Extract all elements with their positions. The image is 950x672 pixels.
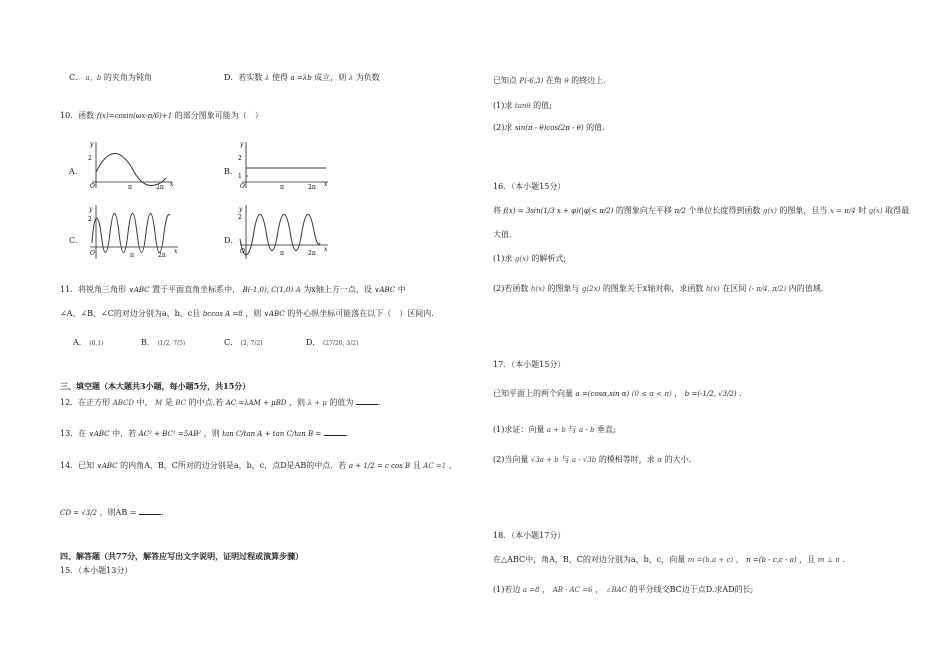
q12-d: 的中点.若	[188, 398, 224, 407]
q12-m: M	[155, 399, 163, 407]
q13-equation: AC² + BC² =5AB²	[138, 430, 202, 438]
q12-answer-blank[interactable]	[356, 404, 378, 405]
q11-point-a: A	[295, 286, 301, 294]
q11-text-c: 为x轴上方一点，设	[303, 285, 372, 294]
q9-option-d-mid: 使得	[271, 73, 288, 82]
graph-d-2pi: 2π	[308, 250, 316, 257]
q17-part1-b: 与	[568, 425, 577, 434]
q12-lambda-mu: λ + μ	[307, 399, 327, 407]
graph-c-x: x	[174, 248, 178, 255]
graph-b-label: B．	[224, 167, 238, 176]
q11-text-a: 11．将锐角三角形	[60, 285, 127, 294]
graph-c-pi: π	[130, 252, 134, 259]
q11-option-d-value: (27/20, 3/2)	[322, 340, 359, 347]
q9-option-c-vars: a，b	[85, 74, 102, 82]
graph-b-one: 1	[238, 173, 242, 180]
q11-text-b: 置于平面直角坐标系中，	[152, 285, 241, 294]
graph-a-y: y	[90, 141, 94, 148]
q17-part2-alpha: α	[657, 456, 663, 464]
q16-gx: g(x)	[868, 207, 883, 215]
q10-tail: 的部分图象可能为（ ）	[174, 111, 263, 120]
q13-a: 13．在	[60, 429, 87, 438]
graph-a-label: A．	[69, 167, 83, 176]
graph-b-x: x	[324, 181, 328, 188]
graph-b-two: 2	[238, 155, 242, 162]
q9-option-d-label: D．若实数	[224, 73, 263, 82]
q17-b: ，	[674, 389, 683, 398]
section-4-title: 四、解答题（共77分，解答应写出文字说明，证明过程或演算步骤）	[60, 551, 304, 561]
q11-points: B(-1,0), C(1,0)	[242, 286, 294, 294]
q15-point: P(-6,3)	[519, 77, 544, 85]
graph-c-2pi: 2π	[158, 252, 166, 259]
graph-b-pi: π	[280, 184, 284, 190]
q16-part2-e: 内的值域.	[788, 284, 824, 293]
q17-range: (0 ≤ α < π)	[631, 390, 672, 398]
q12-square: ABCD	[112, 399, 135, 407]
graph-a-2pi: 2π	[156, 184, 164, 190]
graph-d-label: D．	[224, 236, 239, 245]
graph-c-label: C．	[69, 236, 84, 245]
graph-a-origin: O	[90, 183, 95, 190]
q18-part1-d: 的平分线交BC边于点D.求AD的长;	[629, 585, 754, 594]
graph-a-x: x	[170, 181, 174, 188]
q11-option-c-value: (2, 7/2)	[240, 340, 263, 347]
q18-part1-b: ，	[542, 585, 551, 594]
q18-perp: m ⊥ n	[817, 556, 840, 564]
q17-part2-math: √3a + b	[530, 456, 559, 464]
q12-equation: AC =λAM + μBD	[225, 399, 287, 407]
q17-part2-b: 与	[561, 455, 570, 464]
q15-a: 已知点	[493, 76, 517, 85]
q14-a: 14．已知	[60, 461, 95, 470]
q17-a: 已知平面上的两个向量	[493, 389, 573, 398]
q16-part2-interval: (- π/4, π/2)	[748, 285, 787, 293]
graph-d-y: y	[239, 206, 243, 213]
q17-part1-math: a + b	[546, 426, 566, 434]
q16-part2-h: h(x)	[530, 285, 545, 293]
q11-condition: bccos A =8	[202, 310, 243, 318]
q16-x: x = π/4	[829, 207, 856, 215]
q11-option-b-value: (1/2, 7/5)	[157, 340, 186, 347]
q9-option-c-text: 的夹角为钝角	[103, 73, 152, 82]
q18-a: 在△ABC中，角A，B，C的对边分别为a，b，c，向量	[493, 555, 686, 564]
q11-abc: ∨ABC	[128, 286, 150, 294]
q14-abc: ∨ABC	[96, 462, 118, 470]
q16-part2-h2: h(x)	[705, 285, 720, 293]
q12-e: ，则	[289, 398, 306, 407]
q16-c: 个单位长度得到函数	[688, 206, 761, 215]
q12-f: 的值为	[329, 398, 354, 407]
q11-option-b: B．	[141, 338, 155, 347]
q16-part2-c: 的图象关于x轴对称，求函数	[602, 284, 704, 293]
graph-c-origin: O	[90, 250, 95, 257]
q17-part1-c: 垂直;	[597, 425, 616, 434]
q11-text-d: 中	[397, 285, 406, 294]
graph-b-y: y	[240, 141, 244, 148]
graph-c-y: y	[89, 206, 93, 213]
q17-c: .	[739, 389, 742, 398]
q17-title: 17．（本小题15分）	[493, 360, 566, 369]
q18-m: m =(b,a + c)	[687, 556, 734, 564]
q13-b: 中，若	[112, 429, 137, 438]
q16-b: 的图象向左平移	[615, 206, 672, 215]
q16-part1-math: g(x)	[514, 255, 529, 263]
q13-abc: ∨ABC	[88, 430, 110, 438]
q12-bc: BC	[175, 399, 187, 407]
q9-option-d-end: 为负数	[355, 73, 380, 82]
q14-cd: CD = √3/2	[60, 509, 98, 517]
q17-part1-a: (1)求证：向量	[493, 425, 545, 434]
q16-part1-b: 的解析式;	[531, 254, 567, 263]
q18-part1-c: ，	[595, 585, 604, 594]
q16-g: g(x)	[762, 207, 777, 215]
graph-d-origin: O	[240, 248, 245, 255]
q17-part1-math2: a - b	[578, 426, 595, 434]
q11-option-d: D．	[306, 338, 321, 347]
q18-n: n =(b - c,c - a)	[746, 556, 797, 564]
q16-a: 将	[493, 206, 501, 215]
q14-b: 的内角A，B，C所对的边分别是a，b，c，点D是AB的中点．若	[120, 461, 347, 470]
graph-b-2pi: 2π	[308, 184, 316, 190]
q15-c: 的终边上.	[571, 76, 606, 85]
q15-part1-b: 的值;	[533, 101, 552, 110]
graph-d-pi: π	[280, 250, 284, 257]
q11-line2-b: ，则	[245, 309, 262, 318]
graph-a-two: 2	[88, 155, 92, 162]
q16-f: 取得最	[885, 206, 910, 215]
q11-option-c: C．	[224, 338, 239, 347]
q11-option-a: A．	[73, 338, 87, 347]
q17-part2-a: (2)当向量	[493, 455, 529, 464]
q9-option-d-tail: 成立，则	[314, 73, 347, 82]
q17-vector-a: a =(cosα,sin α)	[575, 390, 630, 398]
q15-part1-math: tanθ	[514, 102, 531, 110]
q15-theta: θ	[564, 77, 569, 85]
section-3-title: 三、填空题（本大题共3小题，每小题5分，共15分）	[60, 381, 251, 391]
graph-b	[236, 138, 331, 190]
q16-part2-d: 在区间	[722, 284, 747, 293]
q12-b: 中，	[136, 398, 153, 407]
graph-b-origin: O	[240, 183, 245, 190]
q11-option-a-value: (0,1)	[89, 340, 104, 347]
q16-part2-b: 的图象与	[547, 284, 580, 293]
q9-option-d-math: a =λb	[290, 74, 312, 82]
q18-b: ，	[735, 555, 744, 564]
q17-vector-b: b =(-1/2, √3/2)	[684, 390, 737, 398]
q16-part1-a: (1)求	[493, 254, 513, 263]
q12-a: 12．在正方形	[60, 398, 111, 407]
q16-function: f(x) = 3sin(1/3 x + φ)(|φ|< π/2)	[503, 207, 614, 215]
q11-abc2: ∨ABC	[374, 286, 396, 294]
q16-title: 16．（本小题15分）	[493, 182, 566, 191]
q18-title: 18．（本小题17分）	[493, 531, 566, 540]
q14-answer-blank[interactable]	[139, 514, 161, 515]
q16-part2-g: g(2x)	[581, 285, 601, 293]
q11-line2-c: 的外心纵坐标可能落在以下（ ）区间内.	[287, 309, 434, 318]
q14-e: ，则AB =	[99, 508, 137, 517]
q13-fraction: tan C/tan A + tan C/tan B =	[222, 430, 322, 438]
q16-part2-a: (2)若函数	[493, 284, 529, 293]
q15-part2-b: 的值.	[586, 123, 605, 132]
q14-c: 且	[412, 461, 421, 470]
q16-e: 时	[858, 206, 867, 215]
q12-c: 是	[164, 398, 173, 407]
q14-condition: a + 1/2 = c cos B	[348, 462, 411, 470]
graph-d	[236, 203, 331, 261]
q15-title: 15．（本小题13分）	[60, 566, 133, 575]
q18-d: .	[842, 555, 845, 564]
q17-part2-c: 的模相等时，求	[598, 455, 655, 464]
graph-c	[86, 203, 181, 261]
q18-part1-a: (1)若边	[493, 585, 521, 594]
q14-d: ，	[448, 461, 457, 470]
q11-line2-a: ∠A、∠B、∠C的对边分别为a、b、c且	[60, 309, 201, 318]
graph-a	[86, 138, 176, 190]
q13-answer-blank[interactable]	[324, 435, 346, 436]
q15-part2-a: (2)求	[493, 123, 513, 132]
q14-ac: AC =1	[423, 462, 447, 470]
q17-part2-math2: a - √3b	[571, 456, 597, 464]
q18-part1-math: a =8	[522, 586, 540, 594]
q18-part1-math3: ∠BAC	[605, 586, 628, 594]
q10-label: 10．函数	[60, 111, 95, 120]
q16-g2: 大值.	[493, 230, 512, 239]
q16-d: 的图象，且当	[779, 206, 828, 215]
q17-part2-d: 的大小.	[664, 455, 692, 464]
q15-b: 在角	[545, 76, 562, 85]
graph-a-pi: π	[128, 184, 132, 190]
q15-part2-math: sin(π - θ)cos(2π - θ)	[514, 124, 584, 132]
graph-d-x: x	[324, 246, 328, 253]
q16-shift: π/2	[674, 207, 686, 215]
q18-part1-math2: AB · AC =6	[552, 586, 593, 594]
q13-c: ，则	[203, 429, 220, 438]
q9-option-d-lambda: λ	[264, 74, 270, 82]
q11-abc3: ∨ABC	[263, 310, 285, 318]
q15-part1-a: (1)求	[493, 101, 513, 110]
q9-option-d-lambda2: λ	[348, 74, 354, 82]
q9-option-c-label: C．	[69, 73, 84, 82]
q10-function: f(x)=cosin(ωx-π/6)+1	[96, 112, 173, 120]
graph-d-two: 2	[238, 214, 242, 221]
q18-c: ，且	[799, 555, 816, 564]
graph-c-two: 2	[88, 216, 92, 223]
